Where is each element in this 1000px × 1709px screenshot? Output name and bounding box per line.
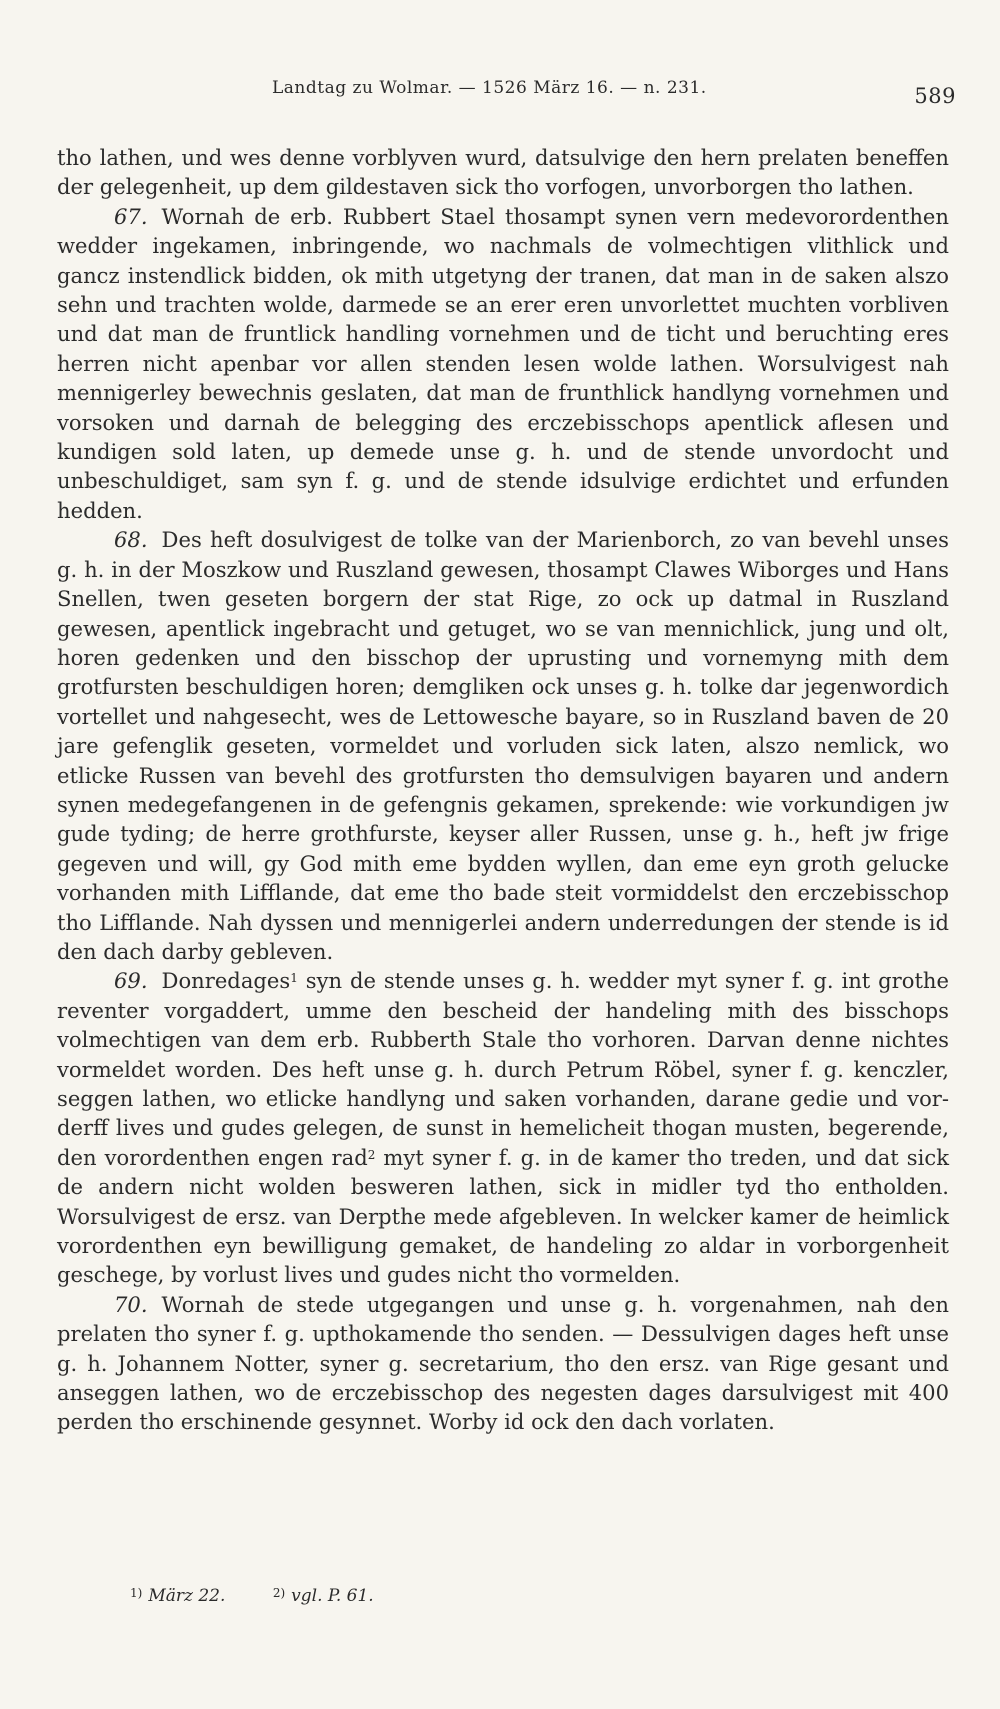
paragraph-number: 70. [114, 1291, 148, 1317]
footnote-2 [273, 1586, 374, 1606]
paragraph-text: Des heft dosulvigest de tolke van der Marienborch, zo van bevehl unses g. h. in der Moszkow und Ruszland gewesen, thosampt Clawes Wiborges und Hans Snellen, twen geseten borgern der stat Rige, zo ock up datmal in Ruszland gewesen, apentlick ingebracht und getuget, wo se van mennichlick, jung und olt, horen gedenken und den bisschop der uprusting und vornemyng mith dem grotfursten beschuldigen horen; demgliken ock unses g. h. tolke dar jegenwordich vortellet und nahgesecht, wes de Lettowesche bayare, so in Ruszland baven de 20 jare gefenglik geseten, vormeldet und vorluden sick laten, alszo nemlick, wo etlicke Russen van bevehl des grotfursten tho demsulvigen bayaren und andern synen medegefangenen in de gefengnis gekamen, sprekende: wie vorkundigen jw gude tyding; de herre grothfurste, keyser aller Russen, unse g. h., heft jw frige gegeven und will, gy God mith eme bydden wyllen, dan eme eyn groth gelucke vorhanden mith Lifflande, dat eme tho bade steit vormiddelst den erczebisschop tho Lifflande. Nah dyssen und mennigerlei andern underredungen der stende is id den dach darby gebleven. [57, 527, 949, 964]
paragraph-text: Wornah de erb. Rubbert Stael thosampt synen vern medevorordenthen wedder ingekamen, inbringende, wo nachmals de volmechtigen vlithlick und gancz instendlick bidden, ok mith utgetyng der tranen, dat man in de saken alszo sehn und trachten wolde, darmede se an erer eren unvorlettet muchten vorbliven und dat man de fruntlick handling vornehmen und de ticht und beruchting eres herren nicht apenbar vor allen stenden lesen wolde lathen. Worsulvigest nah mennigerley bewechnis geslaten, dat man de frunthlick handlyng vornehmen und vorsoken und darnah de belegging des erczebisschops apentlick aflesen und kundigen sold laten, up demede unse g. h. und de stende unvordocht und unbeschuldiget, sam syn f. g. und de stende idsulvige erdichtet und erfunden hedden. [57, 203, 949, 523]
footnote-mark: 2) [272, 1586, 286, 1600]
paragraph-text: tho lathen, und wes denne vorblyven wurd, datsulvige den hern prelaten beneffen der gelegenheit, up dem gildestaven sick tho vorfogen, unvorborgen tho lathen. [57, 145, 949, 200]
footnote-mark: 1) [130, 1586, 143, 1600]
running-title: Landtag zu Wolmar. — 1526 März 16. — n. 231. [272, 78, 707, 98]
footnote-1 [130, 1586, 225, 1606]
paragraph-number: 69. [114, 968, 148, 994]
paragraph-continuation [57, 143, 949, 202]
footnote-text: vgl. P. 61. [291, 1586, 374, 1606]
paragraph-68 [57, 525, 949, 966]
paragraph-text: Wornah de stede utgegangen und unse g. h. vorgenahmen, nah den prelaten tho syner f. g. upthokamende tho senden. — Dessulvigen dages heft unse g. h. Johannem Notter, syner g. secretarium, tho den ersz. van Rige gesant und anseggen lathen, wo de erczebisschop des negesten dages darsulvigest mit 400 perden tho erschinende gesynnet. Worby id ock den dach vorlaten. [57, 1291, 949, 1435]
paragraph-69 [57, 966, 949, 1289]
paragraph-text: syn de stende unses g. h. wedder myt syner f. g. int grothe reventer vorgaddert, umme den bescheid der handeling mith des bisschops volmechtigen van dem erb. Rubberth Stale tho vorhoren. Darvan denne nichtes vormeldet worden. Des heft unse g. h. durch Petrum Röbel, syner f. g. kenczler, seggen lathen, wo etlicke handlyng und saken vorhanden, darane gedie und vorderff lives und gudes gelegen, de sunst in hemelicheit thogan musten, begerende, den vorordenthen engen rad [57, 968, 949, 1170]
footnote-ref[interactable]: 1 [290, 971, 298, 986]
footnote-ref[interactable]: 2 [367, 1147, 376, 1162]
footnotes [130, 1586, 416, 1606]
paragraph-number: 67. [114, 203, 148, 229]
page-number: 589 [914, 84, 956, 108]
paragraph-text: Donredages [161, 968, 291, 994]
paragraph-number: 68. [114, 527, 148, 553]
body-text [57, 143, 949, 1437]
paragraph-67 [57, 202, 949, 525]
paragraph-text: myt syner f. g. in de kamer tho treden, und dat sick de andern nicht wolden besweren lathen, sick in midler tyd tho entholden. Worsulvigest de ersz. van Derpthe mede afgebleven. In welcker kamer de heimlick vorordenthen eyn bewilligung gemaket, de handeling zo aldar in vorborgenheit geschege, by vorlust lives und gudes nicht tho vormelden. [57, 1144, 949, 1288]
paragraph-70 [57, 1290, 949, 1437]
footnote-text: März 22. [148, 1586, 226, 1606]
